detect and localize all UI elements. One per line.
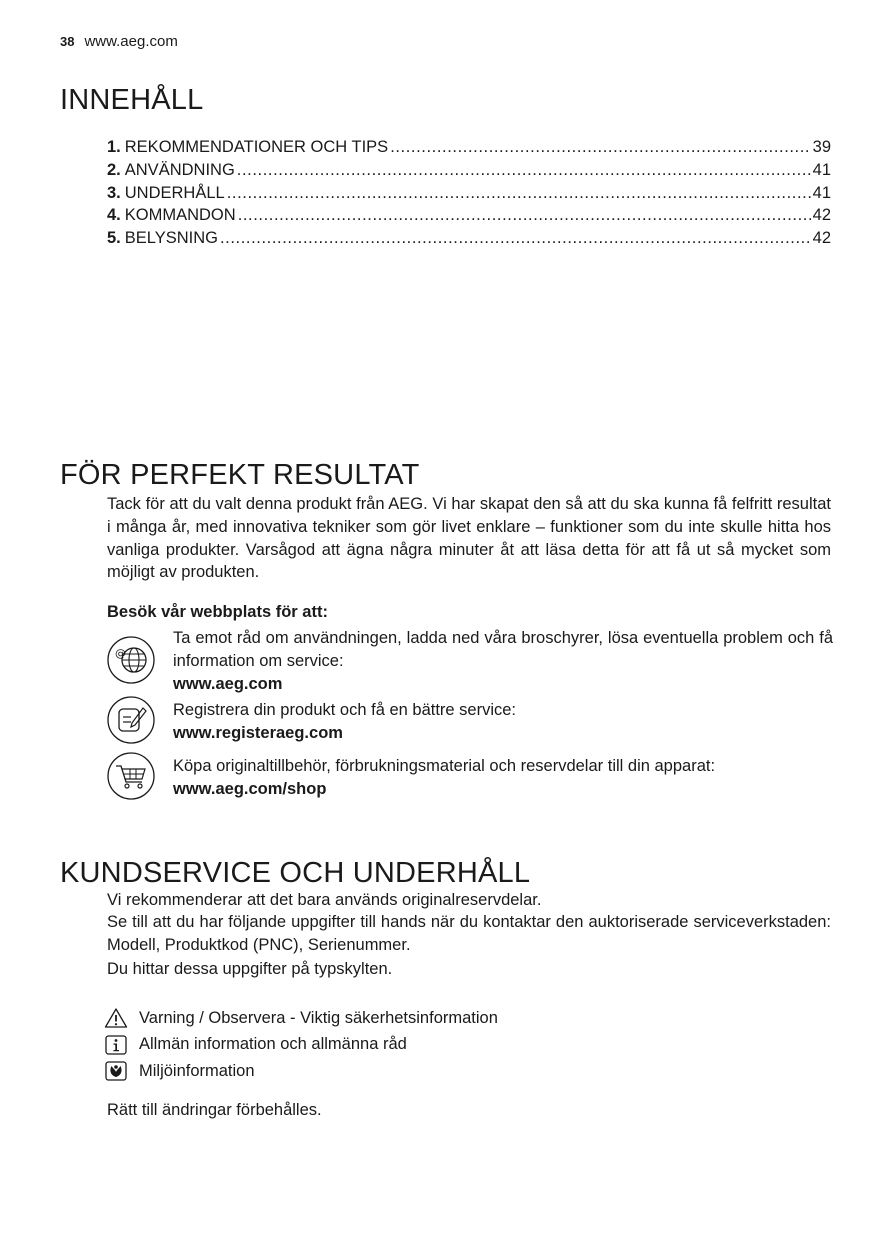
page-header	[60, 33, 178, 50]
legend-label: Varning / Observera - Viktig säkerhetsinformation	[139, 1008, 498, 1027]
toc-item-number: 2.	[107, 160, 121, 179]
table-of-contents	[107, 136, 831, 250]
legend-item	[104, 1005, 828, 1032]
toc-item[interactable]	[107, 182, 831, 205]
toc-item-label: BELYSNING	[124, 229, 218, 248]
service-paragraph-2: Se till att du har följande uppgifter till hands när du kontaktar den auktoriserade serviceverkstaden: Modell, Produktkod (PNC), Serienummer.	[107, 913, 831, 954]
toc-item-page: 42	[812, 206, 831, 225]
toc-item-page: 42	[812, 229, 831, 248]
toc-item[interactable]	[107, 159, 831, 182]
website-link[interactable]: www.registeraeg.com	[173, 723, 343, 742]
changes-reserved-note: Rätt till ändringar förbehålles.	[107, 1101, 322, 1119]
toc-leader-dots	[238, 204, 811, 227]
legend-label: Allmän information och allmänna råd	[139, 1035, 407, 1054]
toc-item-page: 41	[812, 183, 831, 202]
page-number: 38	[60, 34, 75, 49]
website-link[interactable]: www.aeg.com	[173, 674, 283, 693]
legend-item	[104, 1058, 828, 1085]
environment-icon	[104, 1060, 128, 1082]
warning-icon	[104, 1007, 128, 1029]
perfect-result-title: FÖR PERFEKT RESULTAT	[60, 459, 420, 491]
legend-item	[104, 1032, 828, 1059]
info-icon	[104, 1034, 128, 1056]
header-site: www.aeg.com	[84, 33, 178, 50]
toc-item[interactable]	[107, 227, 831, 250]
legend-label: Miljöinformation	[139, 1061, 255, 1080]
service-paragraph-3: Du hittar dessa uppgifter på typskylten.	[107, 960, 393, 978]
website-title: Besök vår webbplats för att:	[107, 603, 328, 621]
toc-leader-dots	[220, 227, 811, 250]
toc-item-number: 5.	[107, 229, 121, 248]
cart-icon	[107, 752, 155, 800]
toc-leader-dots	[237, 159, 811, 182]
website-link[interactable]: www.aeg.com/shop	[173, 779, 327, 798]
toc-item-label: UNDERHÅLL	[124, 183, 225, 202]
toc-item-label: ANVÄNDNING	[124, 160, 235, 179]
register-icon	[107, 696, 155, 744]
globe-icon	[107, 636, 155, 684]
website-item-text: Köpa originaltillbehör, förbrukningsmaterial och reservdelar till din apparat:	[173, 757, 716, 775]
toc-item-page: 39	[812, 138, 831, 156]
toc-item[interactable]	[107, 204, 831, 227]
toc-item-label: REKOMMENDATIONER OCH TIPS	[124, 138, 389, 156]
toc-item-number: 3.	[107, 183, 121, 202]
toc-leader-dots	[390, 136, 810, 159]
customer-service-title: KUNDSERVICE OCH UNDERHÅLL	[60, 857, 531, 889]
intro-paragraph: Tack för att du valt denna produkt från AEG. Vi har skapat den så att du ska kunna få felfritt resultat i många år, med innovativa tekniker som gör livet enklare – funktioner som du inte skulle hitta hos vanliga produkter. Varsågod att ägna några minuter åt att läsa detta för att få ut så mycket som möjligt av produkten.	[107, 495, 831, 582]
toc-item[interactable]	[107, 136, 831, 159]
toc-item-number: 4.	[107, 206, 121, 225]
toc-title: INNEHÅLL	[60, 84, 204, 116]
symbol-legend	[104, 1005, 828, 1085]
toc-leader-dots	[227, 182, 811, 205]
toc-item-number: 1.	[107, 138, 121, 156]
svg-text:@: @	[115, 647, 126, 660]
toc-item-page: 41	[812, 160, 831, 179]
website-item-text: Registrera din produkt och få en bättre service:	[173, 701, 517, 719]
website-item-text: Ta emot råd om användningen, ladda ned våra broschyrer, lösa eventuella problem och få information om service:	[173, 629, 833, 670]
toc-item-label: KOMMANDON	[124, 206, 236, 225]
service-paragraph-1: Vi rekommenderar att det bara används originalreservdelar.	[107, 891, 542, 909]
